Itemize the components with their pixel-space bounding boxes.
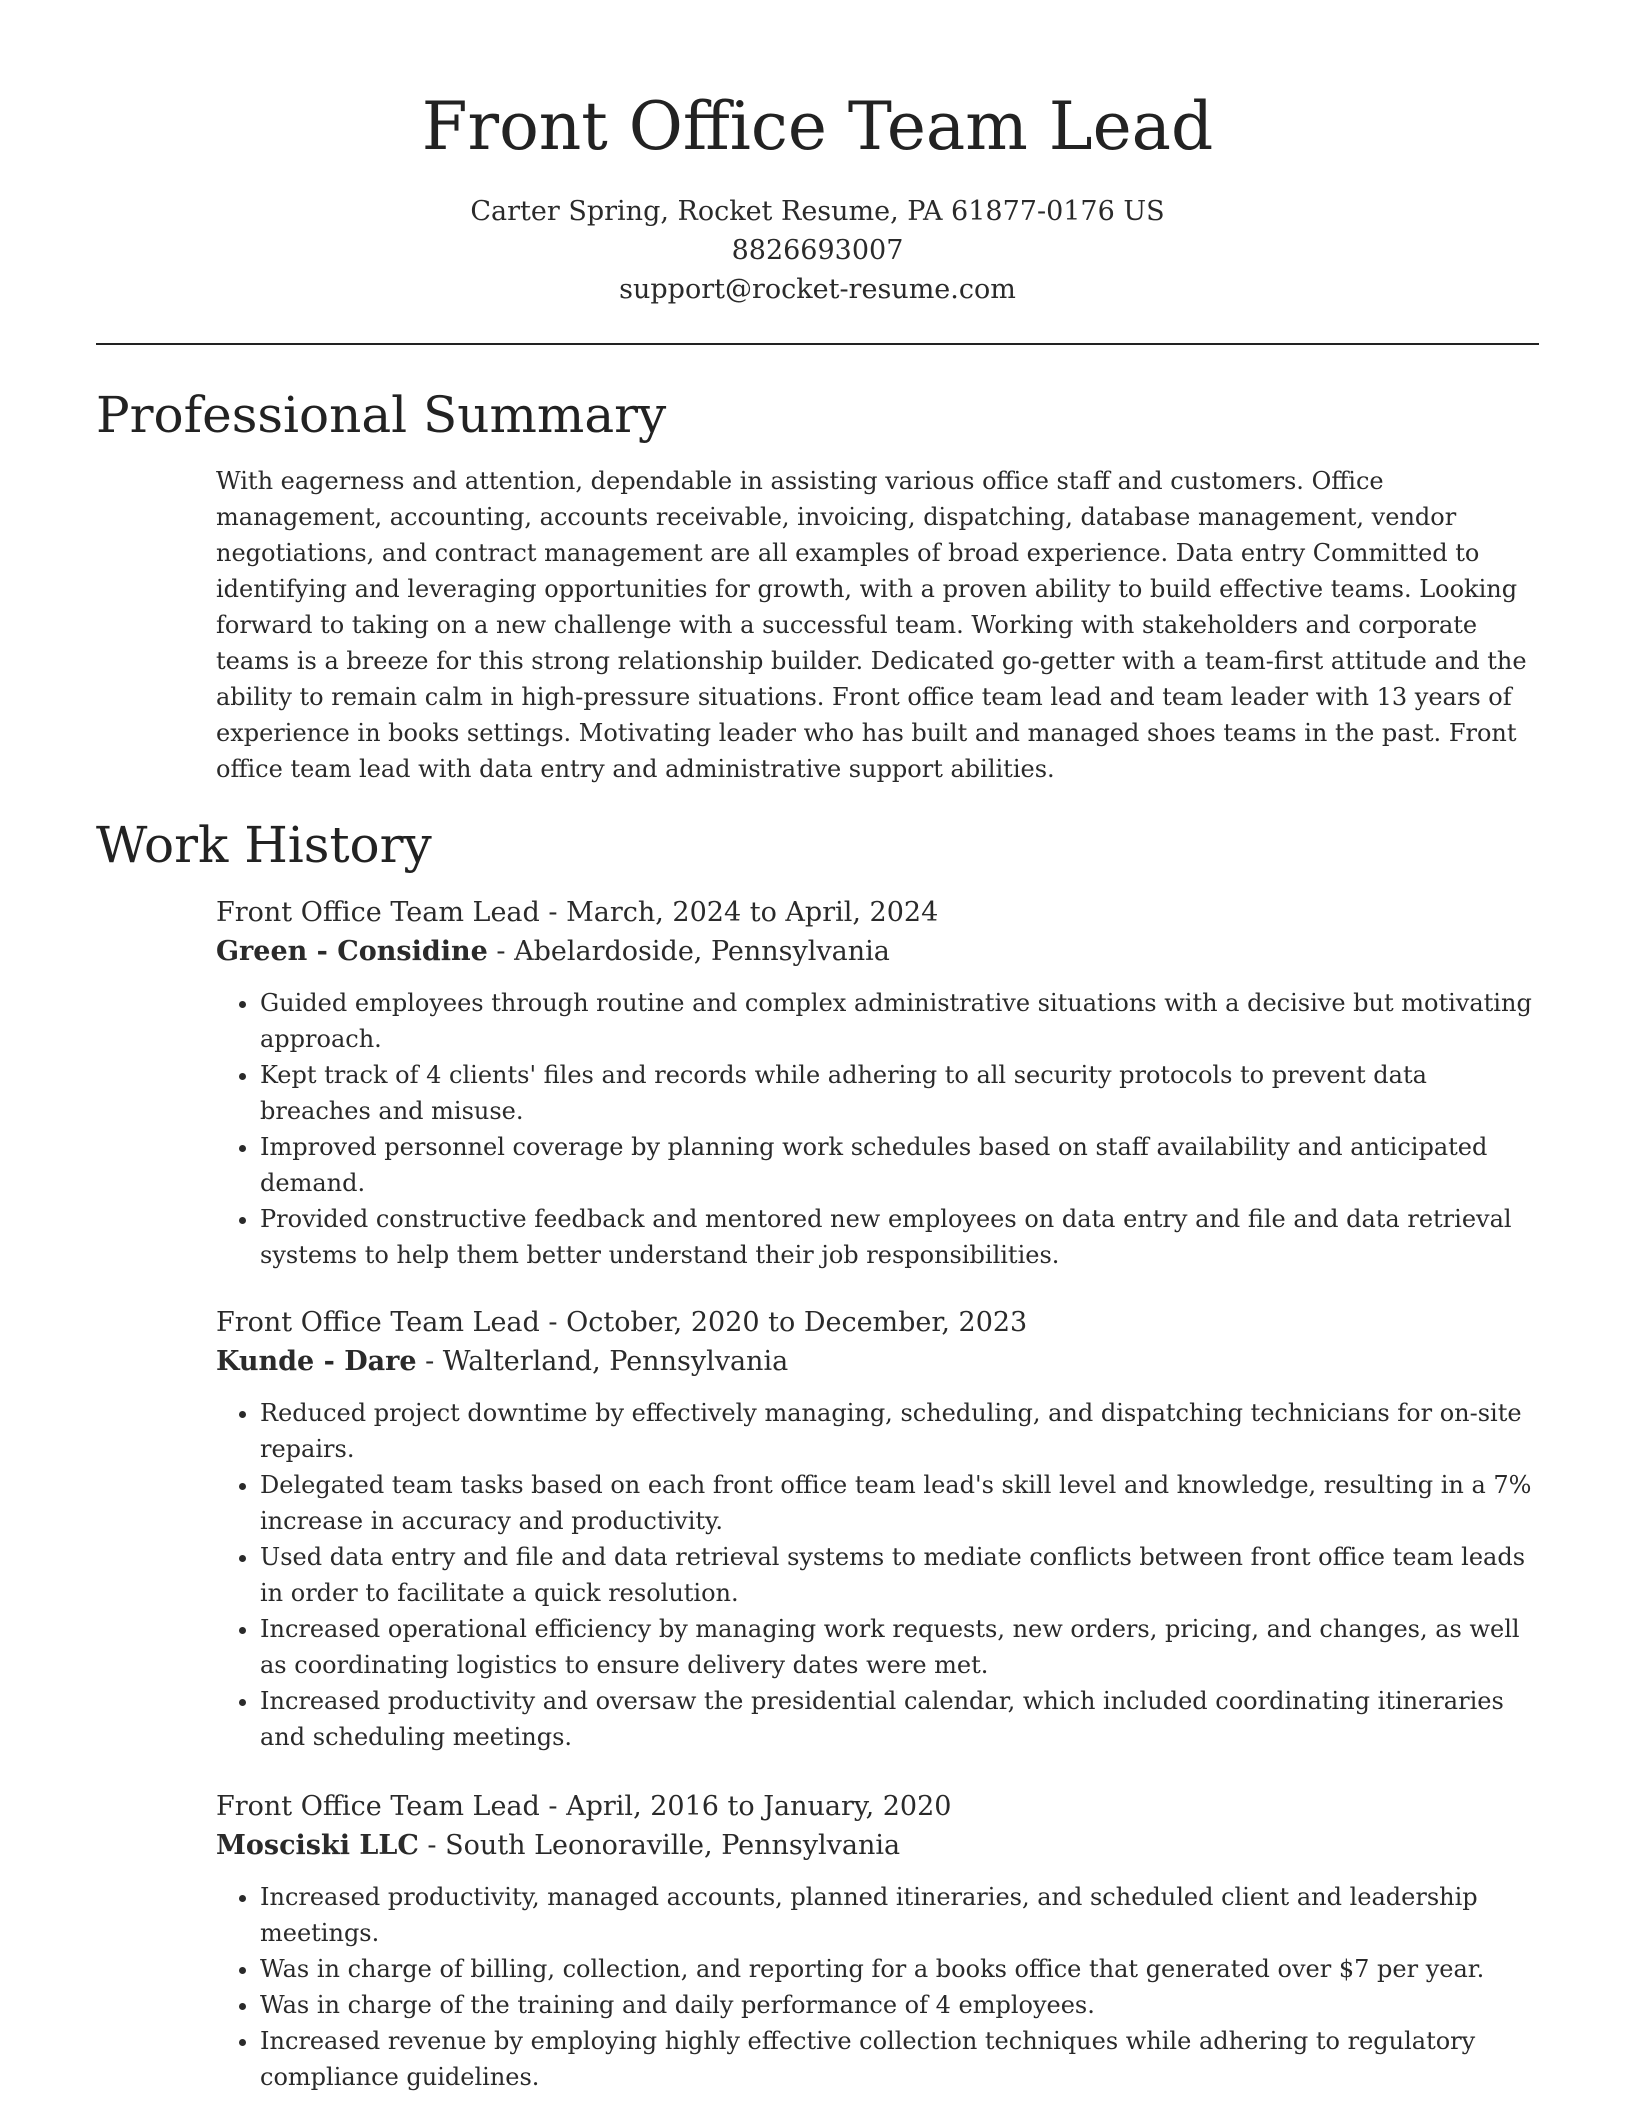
resume-page (96, 0, 1539, 2095)
job-location: - South Leonoraville, Pennsylvania (418, 1830, 901, 1861)
job-location: - Abelardoside, Pennsylvania (487, 936, 890, 967)
job-company: Green - Considine (216, 936, 488, 967)
job-bullet: • Delegated team tasks based on each front office team lead's skill level and knowledge, resulting in a 7% increase in accuracy and productivity. (260, 1467, 1536, 1539)
job-bullet: • Used data entry and file and data retrieval systems to mediate conflicts between front office team leads in order to facilitate a quick resolution. (260, 1539, 1536, 1611)
job-bullet: • Increased revenue by employing highly effective collection techniques while adhering to regulatory compliance guidelines. (260, 2023, 1536, 2095)
resume-header (96, 0, 1539, 309)
job-entry (216, 1787, 1536, 2095)
job-bullet: • Increased productivity, managed accounts, planned itineraries, and scheduled client and leadership meetings. (260, 1879, 1536, 1951)
job-title-dates: Front Office Team Lead - October, 2020 to December, 2023 (216, 1307, 1028, 1338)
summary-text: With eagerness and attention, dependable in assisting various office staff and customers. Office management, accounting, accounts receivable, invoicing, dispatching, database management, vendor negotiations, and contract management are all examples of broad experience. Data entry Committed to identifying and leveraging opportunities for growth, with a proven ability to build effective teams. Looking forward to taking on a new challenge with a successful team. Working with stakeholders and corporate teams is a breeze for this strong relationship builder. Dedicated go-getter with a team-first attitude and the ability to remain calm in high-pressure situations. Front office team lead and team leader with 13 years of experience in books settings. Motivating leader who has built and managed shoes teams in the past. Front office team lead with data entry and administrative support abilities. (216, 467, 1527, 783)
contact-phone: 8826693007 (731, 235, 904, 266)
header-divider (96, 343, 1539, 345)
job-entry (216, 893, 1536, 1273)
job-company-location (216, 1342, 1536, 1381)
work-history-heading: Work History (96, 816, 432, 874)
job-bullet: • Provided constructive feedback and mentored new employees on data entry and file and data retrieval systems to help them better understand their job responsibilities. (260, 1201, 1536, 1273)
job-title-dates: Front Office Team Lead - March, 2024 to April, 2024 (216, 897, 939, 928)
job-bullet: • Increased operational efficiency by managing work requests, new orders, pricing, and changes, as well as coordinating logistics to ensure delivery dates were met. (260, 1611, 1536, 1683)
job-company: Mosciski LLC (216, 1830, 419, 1861)
contact-email: support@rocket-resume.com (619, 274, 1016, 305)
job-bullets (216, 1879, 1536, 2095)
job-bullet: • Was in charge of billing, collection, and reporting for a books office that generated over $7 per year. (260, 1951, 1536, 1987)
job-company-location (216, 932, 1536, 971)
job-company-location (216, 1826, 1536, 1865)
job-location: - Walterland, Pennsylvania (416, 1346, 789, 1377)
job-bullet: • Was in charge of the training and daily performance of 4 employees. (260, 1987, 1536, 2023)
candidate-name: Front Office Team Lead (421, 88, 1214, 165)
job-bullet: • Increased productivity and oversaw the presidential calendar, which included coordinating itineraries and scheduling meetings. (260, 1683, 1536, 1755)
job-company: Kunde - Dare (216, 1346, 417, 1377)
job-title-dates: Front Office Team Lead - April, 2016 to January, 2020 (216, 1791, 952, 1822)
contact-info (96, 192, 1539, 309)
job-bullet: • Guided employees through routine and complex administrative situations with a decisive but motivating approach. (260, 985, 1536, 1057)
job-bullets (216, 985, 1536, 1273)
contact-address: Carter Spring, Rocket Resume, PA 61877-0176 US (470, 196, 1165, 227)
job-bullets (216, 1395, 1536, 1755)
job-bullet: • Improved personnel coverage by planning work schedules based on staff availability and anticipated demand. (260, 1129, 1536, 1201)
job-bullet: • Kept track of 4 clients' files and records while adhering to all security protocols to prevent data breaches and misuse. (260, 1057, 1536, 1129)
job-bullet: • Reduced project downtime by effectively managing, scheduling, and dispatching technicians for on-site repairs. (260, 1395, 1536, 1467)
job-entry (216, 1303, 1536, 1755)
summary-heading: Professional Summary (96, 386, 667, 444)
